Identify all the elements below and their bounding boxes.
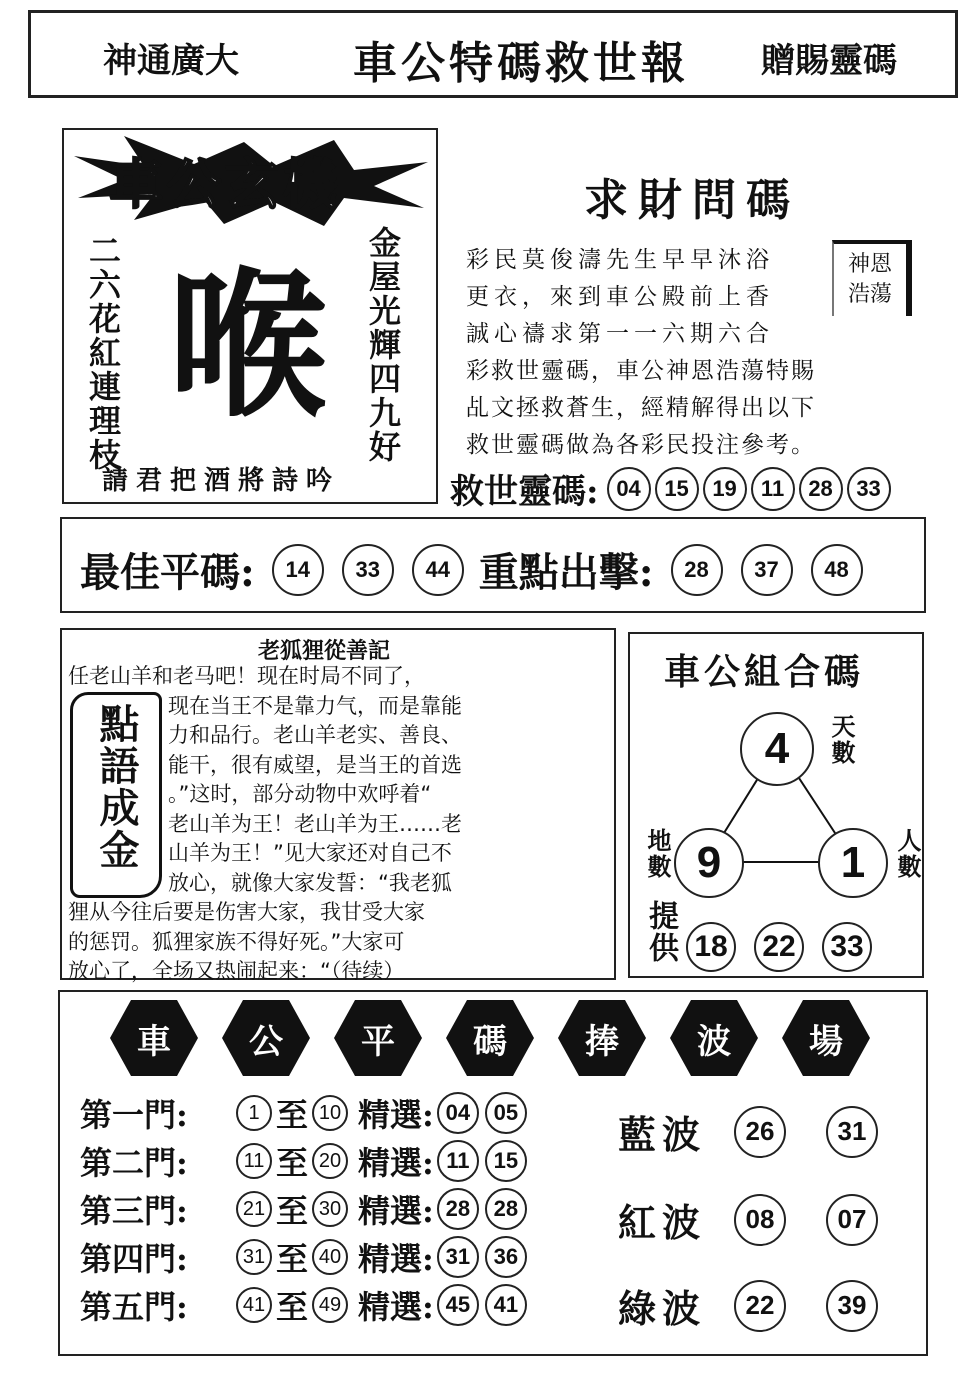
hex-badge — [556, 998, 648, 1078]
story-line: 的惩罚。狐狸家族不得好死。”大家可 — [68, 929, 405, 954]
story-line: 能干，很有威望，是当王的首选 — [168, 752, 462, 777]
gate-row — [80, 1139, 530, 1183]
header-left: 神通廣大 — [103, 41, 239, 81]
gate-pick: 45 — [437, 1284, 479, 1326]
story-line: 老山羊为王！老山羊为王……老 — [168, 811, 462, 836]
xuanji-left-col: 二六花紅連理枝 — [84, 234, 122, 472]
qiucai-title: 求財問碼 — [584, 175, 800, 226]
story-title: 老狐狸從善記 — [258, 639, 391, 664]
story-side-badge — [70, 692, 162, 898]
combo-box — [628, 632, 924, 978]
header-right: 贈賜靈碼 — [761, 41, 897, 81]
qiucai-line: 乩文拯救蒼生，經精解得出以下 — [466, 395, 816, 421]
gate-pick: 15 — [485, 1140, 527, 1182]
gate-pick: 04 — [437, 1092, 479, 1134]
gate-pick-label: 精選: — [358, 1144, 434, 1182]
zhongdian-number: 28 — [671, 544, 723, 596]
story-box — [60, 628, 616, 983]
gate-pick-label: 精選: — [358, 1240, 434, 1278]
gate-to: 40 — [312, 1239, 348, 1275]
combo-tian: 天數 — [827, 714, 856, 766]
gate-zhi: 至 — [276, 1240, 309, 1278]
gate-row — [80, 1283, 530, 1327]
combo-number: 18 — [686, 922, 736, 972]
gate-to: 20 — [312, 1143, 348, 1179]
jiushi-number: 28 — [799, 467, 843, 511]
qiucai-line: 救世靈碼做為各彩民投注參考。 — [466, 432, 816, 458]
gate-pick: 11 — [437, 1140, 479, 1182]
gate-row — [80, 1235, 530, 1279]
gate-pick: 31 — [437, 1236, 479, 1278]
story-line: 力和品行。老山羊老实、善良、 — [168, 723, 462, 747]
combo-top-number: 4 — [740, 712, 814, 786]
wave-label: 紅波 — [618, 1200, 707, 1245]
gate-pick-label: 精選: — [358, 1288, 434, 1326]
story-line: 任老山羊和老马吧！现在时局不同了， — [68, 664, 425, 688]
zhongdian-number: 37 — [741, 544, 793, 596]
story-line: 放心了，全场又热闹起来：“（待续） — [68, 959, 405, 983]
hex-badge — [220, 998, 312, 1078]
qiucai-paragraph — [466, 242, 916, 464]
xuanji-banner: 車公玄機 — [109, 152, 341, 216]
gate-label: 第五門: — [80, 1288, 188, 1326]
wave-row — [618, 1104, 878, 1159]
combo-title: 車公組合碼 — [664, 651, 865, 693]
gate-from: 31 — [236, 1239, 272, 1275]
hex-char: 場 — [809, 1021, 843, 1062]
gate-from: 1 — [236, 1095, 272, 1131]
gate-zhi: 至 — [276, 1288, 309, 1326]
story-line: 山羊为王！”见大家还对自己不 — [168, 841, 452, 865]
pingma-box — [60, 517, 926, 613]
jiushi-number: 04 — [607, 467, 651, 511]
header-title: 車公特碼救世報 — [353, 38, 689, 89]
qiucai-line: 更衣，來到車公殿前上香 — [466, 284, 774, 310]
pingma-number: 44 — [412, 544, 464, 596]
hex-char: 公 — [249, 1021, 283, 1062]
pingma-number: 14 — [272, 544, 324, 596]
qiucai-stamp-text: 神恩浩蕩 — [847, 252, 892, 307]
wave-label: 藍波 — [618, 1112, 707, 1157]
zhongdian-number: 48 — [811, 544, 863, 596]
jiushi-number: 11 — [751, 467, 795, 511]
wave-row — [618, 1192, 878, 1247]
combo-ren: 人數 — [893, 828, 922, 880]
wave-label: 綠波 — [618, 1286, 707, 1331]
gate-to: 49 — [312, 1287, 348, 1323]
xuanji-right-col: 金屋光輝四九好 — [364, 226, 402, 464]
hex-badge — [668, 998, 760, 1078]
jiushi-row — [450, 464, 893, 513]
combo-provide: 提供 — [643, 900, 678, 964]
hex-badge — [332, 998, 424, 1078]
combo-di: 地數 — [643, 828, 672, 880]
story-line: 放心，就像大家发誓：“我老狐 — [168, 870, 452, 895]
wave-number: 07 — [826, 1194, 878, 1246]
gate-label: 第四門: — [80, 1240, 188, 1278]
hex-badge — [444, 998, 536, 1078]
story-line: 。”这时，部分动物中欢呼着“ — [168, 782, 432, 806]
gate-pick: 05 — [485, 1092, 527, 1134]
hex-char: 波 — [697, 1021, 731, 1062]
gate-to: 30 — [312, 1191, 348, 1227]
hex-char: 碼 — [473, 1021, 507, 1062]
gate-pick: 28 — [485, 1188, 527, 1230]
gate-pick: 28 — [437, 1188, 479, 1230]
zhongdian-label: 重點出擊: — [478, 549, 654, 596]
xuanji-big-char: 喉 — [168, 251, 329, 439]
wave-number: 08 — [734, 1194, 786, 1246]
gate-label: 第二門: — [80, 1144, 188, 1182]
gate-from: 21 — [236, 1191, 272, 1227]
gate-zhi: 至 — [276, 1192, 309, 1230]
gate-pick-label: 精選: — [358, 1192, 434, 1230]
gate-label: 第一門: — [80, 1096, 188, 1134]
pingma-number: 33 — [342, 544, 394, 596]
wave-number: 31 — [826, 1106, 878, 1158]
jiushi-number: 19 — [703, 467, 747, 511]
gate-zhi: 至 — [276, 1144, 309, 1182]
wave-number: 39 — [826, 1280, 878, 1332]
gate-row — [80, 1187, 530, 1231]
qiucai-line: 彩救世靈碼，車公神恩浩蕩特賜 — [466, 358, 816, 384]
gate-to: 10 — [312, 1095, 348, 1131]
gate-label: 第三門: — [80, 1192, 188, 1230]
pingma-label: 最佳平碼: — [80, 549, 255, 596]
hex-char: 捧 — [585, 1021, 619, 1062]
jiushi-label: 救世靈碼: — [450, 472, 599, 512]
combo-number: 33 — [822, 922, 872, 972]
story-line: 狸从今往后要是伤害大家，我甘受大家 — [68, 900, 425, 924]
story-line: 现在当王不是靠力气，而是靠能 — [168, 693, 462, 718]
wave-number: 22 — [734, 1280, 786, 1332]
story-side-label: 點語成金 — [93, 703, 140, 871]
gate-pick: 36 — [485, 1236, 527, 1278]
xuanji-box — [62, 128, 438, 504]
hex-char: 車 — [137, 1021, 171, 1062]
gate-from: 11 — [236, 1143, 272, 1179]
wave-row — [618, 1278, 878, 1333]
hex-badge — [780, 998, 872, 1078]
pingma-row — [80, 541, 872, 598]
combo-right-number: 1 — [818, 828, 888, 898]
wave-number: 26 — [734, 1106, 786, 1158]
qiucai-line: 彩民莫俊濤先生早早沐浴 — [466, 247, 774, 273]
gate-pick-label: 精選: — [358, 1096, 434, 1134]
gate-pick: 41 — [485, 1284, 527, 1326]
hex-char: 平 — [361, 1021, 395, 1062]
hex-badge — [108, 998, 200, 1078]
qiucai-line: 誠心禱求第一一六期六合 — [466, 321, 774, 347]
gate-zhi: 至 — [276, 1096, 309, 1134]
combo-number: 22 — [754, 922, 804, 972]
jiushi-number: 15 — [655, 467, 699, 511]
combo-left-number: 9 — [674, 828, 744, 898]
jiushi-number: 33 — [847, 467, 891, 511]
combo-number-row — [686, 922, 872, 972]
gate-from: 41 — [236, 1287, 272, 1323]
header-box — [28, 10, 958, 98]
xuanji-bottom: 請君把酒將詩吟 — [102, 466, 341, 496]
gate-row — [80, 1091, 530, 1135]
